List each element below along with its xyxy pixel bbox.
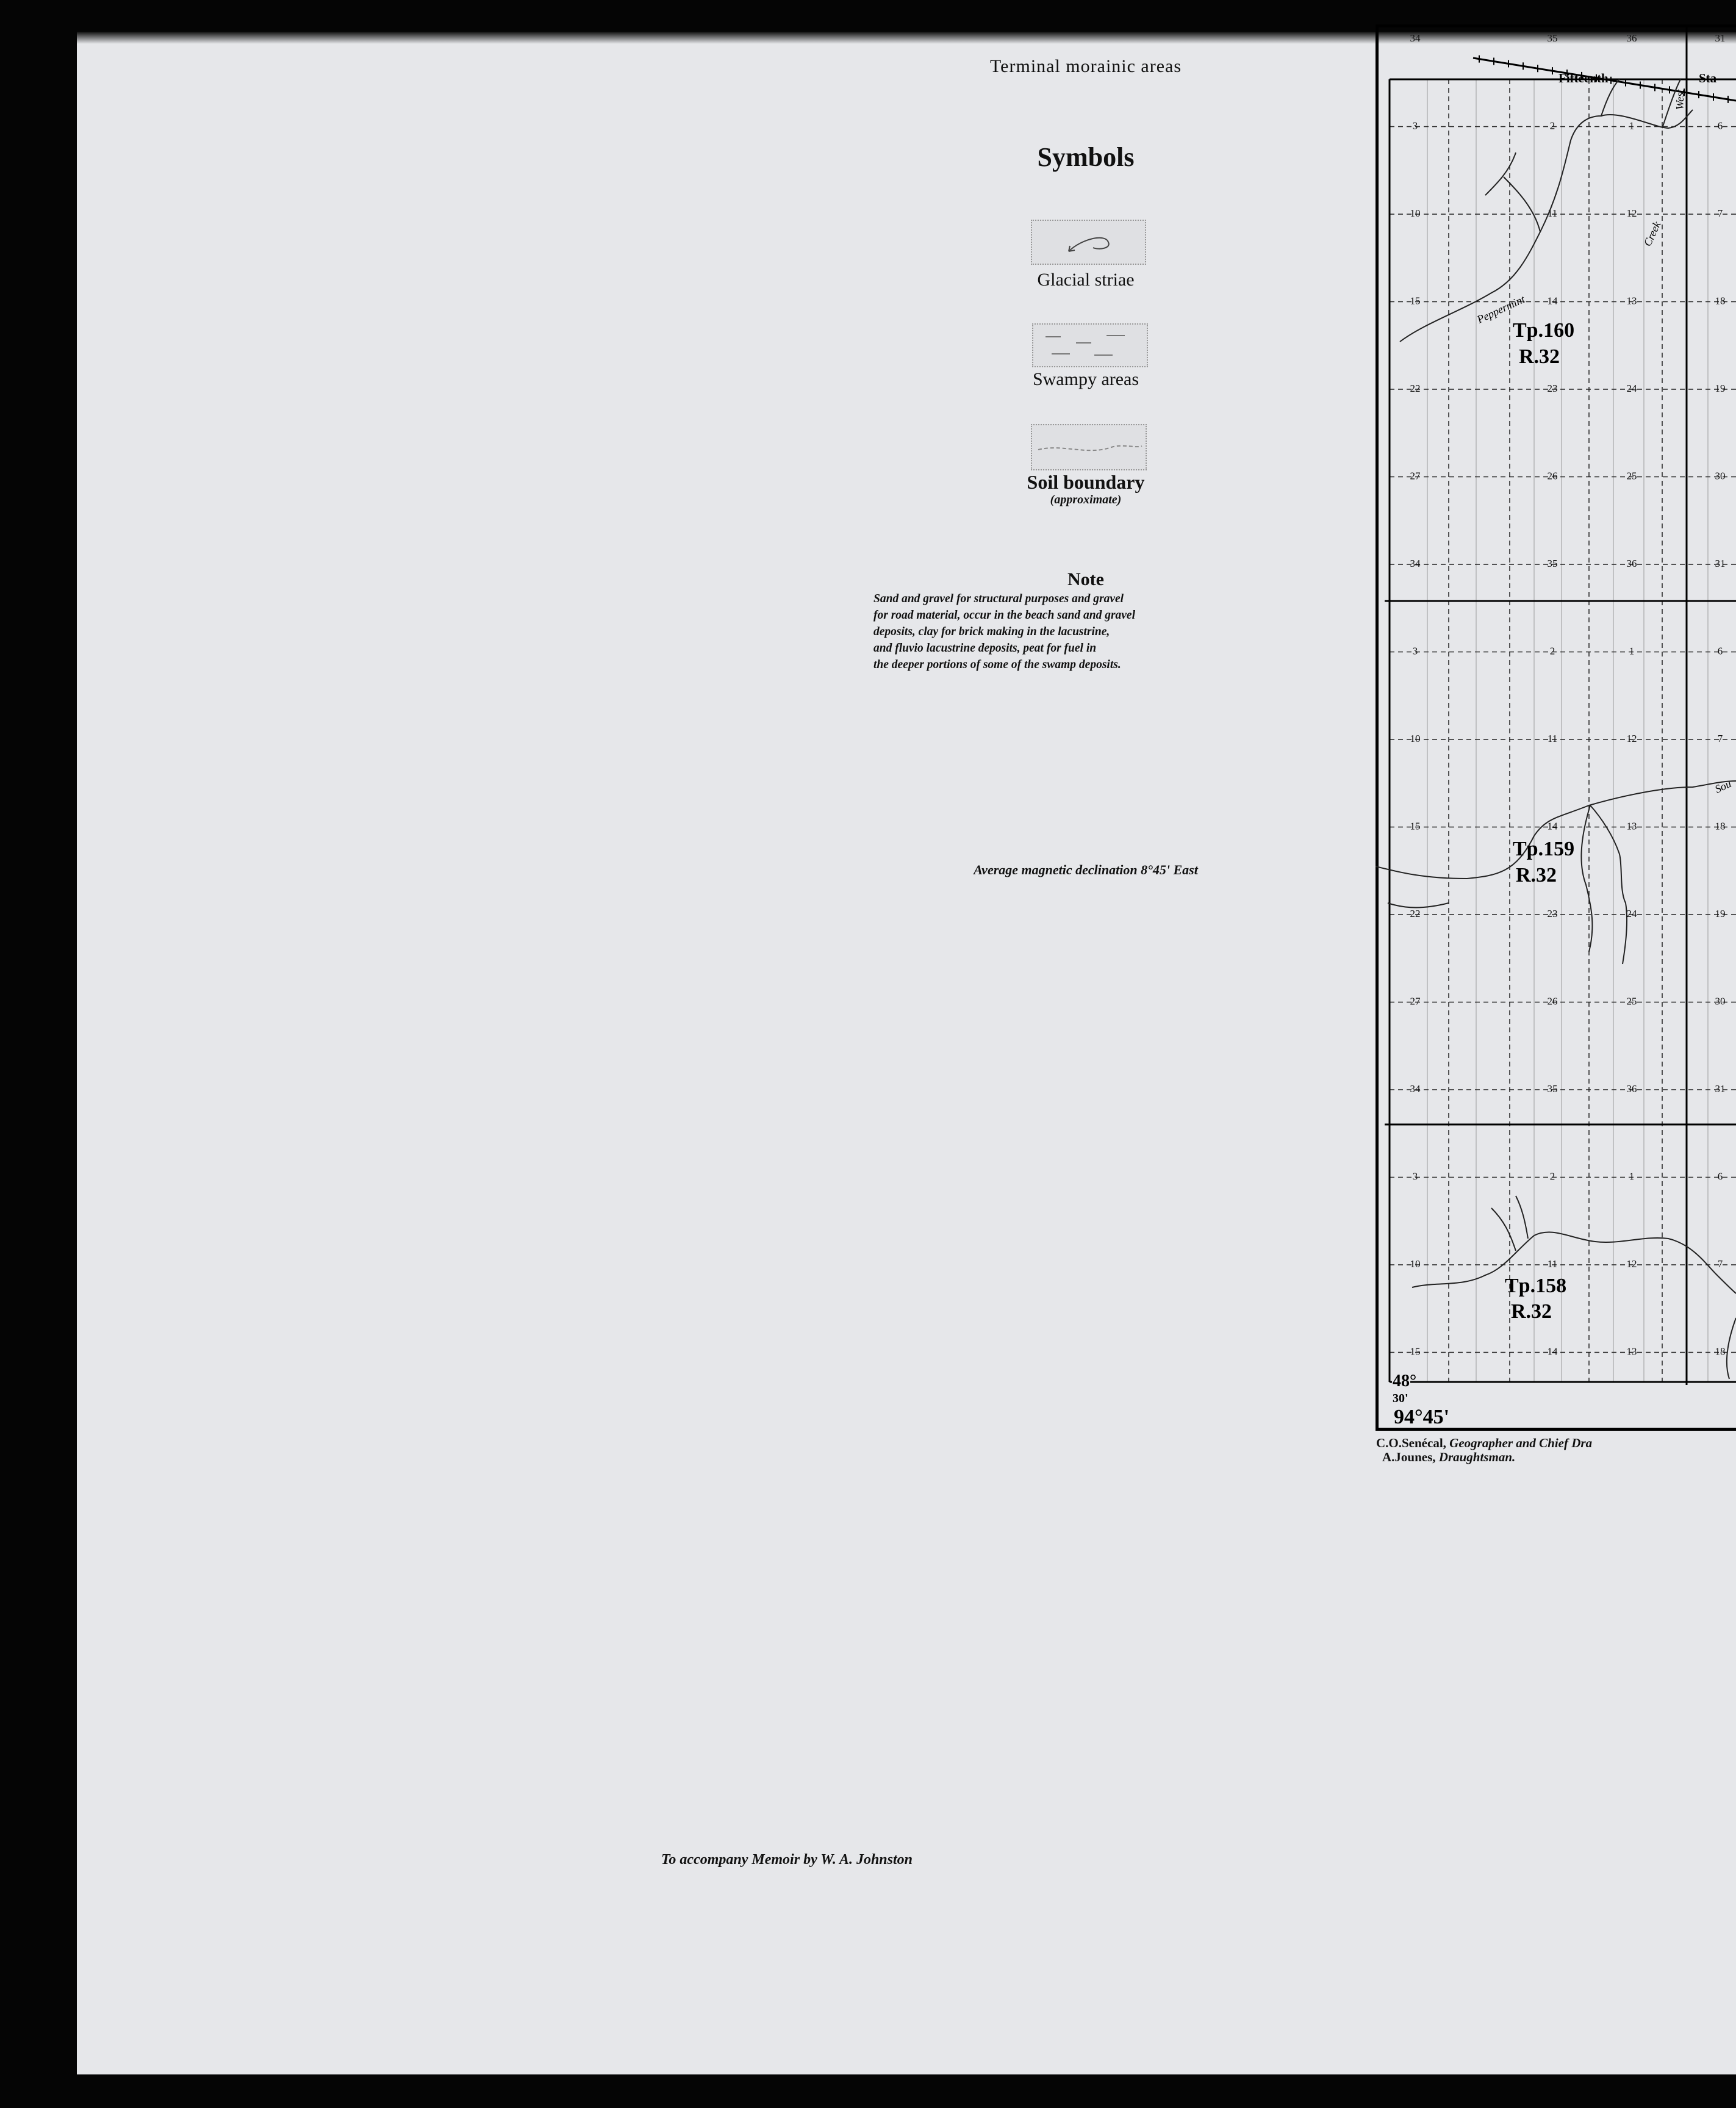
section-number: 19 (1715, 383, 1726, 394)
credit-name: A.Jounes, (1382, 1450, 1436, 1464)
section-number: 25 (1626, 470, 1637, 482)
section-number: 31 (1715, 558, 1726, 569)
longitude-label: 94°45' (1394, 1406, 1450, 1428)
section-number: 22 (1410, 383, 1421, 394)
section-number: 35 (1547, 558, 1558, 569)
section-number: 3 (1412, 645, 1418, 657)
section-number: 11 (1547, 207, 1558, 219)
note-body (873, 591, 1300, 673)
section-number: 36 (1626, 558, 1637, 569)
section-number: 14 (1547, 295, 1558, 307)
credit-draughtsman (1382, 1450, 1515, 1464)
section-number: 30 (1715, 995, 1726, 1007)
creek-label: Creek (1641, 219, 1663, 248)
section-number: 30 (1715, 470, 1726, 482)
section-number: 7 (1717, 733, 1723, 744)
section-number: 26 (1547, 995, 1558, 1007)
section-number: 11 (1547, 1258, 1558, 1270)
section-number: 14 (1547, 1345, 1558, 1358)
section-number: 15 (1410, 820, 1421, 832)
legend-soil-boundary-label: Soil boundary (1027, 471, 1145, 493)
credit-name: C.O.Senécal, (1376, 1436, 1446, 1450)
township-label: Tp.160 (1513, 319, 1575, 342)
legend-terminal-morainic-label: Terminal morainic areas (989, 56, 1182, 76)
section-number: 14 (1547, 820, 1558, 832)
section-number: 24 (1626, 383, 1637, 394)
south-partial-label: Sou (1713, 777, 1734, 796)
section-number: 10 (1410, 1258, 1421, 1270)
legend-symbols-heading: Symbols (1037, 142, 1135, 172)
township-label: Tp.159 (1513, 838, 1575, 860)
glacial-striae-icon (1032, 221, 1145, 264)
swamp-pattern-icon (1033, 325, 1147, 366)
legend-soil-boundary-sublabel: (approximate) (1050, 493, 1122, 506)
section-number: 31 (1715, 32, 1726, 44)
section-number: 7 (1717, 207, 1723, 219)
section-number: 6 (1717, 1170, 1723, 1182)
section-number: 35 (1547, 32, 1558, 44)
section-number: 1 (1629, 120, 1635, 132)
section-number: 36 (1626, 32, 1637, 44)
legend-swampy-areas-label: Swampy areas (1032, 369, 1139, 389)
section-number: 10 (1410, 207, 1421, 219)
section-number: 31 (1715, 1083, 1726, 1095)
section-number: 27 (1410, 995, 1421, 1007)
partial-east-label: Sta (1699, 71, 1717, 85)
soil-boundary-line-icon (1032, 425, 1146, 469)
credit-role: Geographer and Chief Dra (1449, 1436, 1593, 1450)
section-number: 1 (1629, 1170, 1635, 1182)
range-label: R.32 (1511, 1300, 1552, 1323)
section-number: 15 (1410, 295, 1421, 307)
section-number: 13 (1626, 820, 1637, 832)
creeks (1376, 79, 1736, 1379)
note-line: Sand and gravel for structural purposes and gravel (873, 592, 1124, 605)
section-number: 23 (1547, 908, 1558, 919)
section-number: 1 (1629, 645, 1635, 657)
section-number: 2 (1549, 1170, 1555, 1182)
section-number: 12 (1626, 1258, 1637, 1270)
west-vertical-label: West (1674, 89, 1686, 110)
swampy-areas-swatch (1032, 323, 1148, 367)
section-number: 15 (1410, 1345, 1421, 1358)
credit-role: Draughtsman. (1438, 1450, 1516, 1464)
township-label: Tp.158 (1505, 1275, 1567, 1297)
latitude-degree-label: 48° (1393, 1372, 1417, 1390)
section-number: 26 (1547, 470, 1558, 482)
section-number: 2 (1549, 645, 1555, 657)
accompany-memoir-note: To accompany Memoir by W. A. Johnston (661, 1852, 913, 1868)
legend-glacial-striae-label: Glacial striae (1037, 270, 1135, 290)
section-number: 34 (1410, 558, 1421, 569)
section-number: 7 (1717, 1258, 1723, 1270)
section-number: 6 (1717, 645, 1723, 657)
section-number: 11 (1547, 733, 1558, 744)
magnetic-declination-note: Average magnetic declination 8°45' East (974, 862, 1198, 877)
section-number: 23 (1547, 383, 1558, 394)
section-number: 18 (1715, 820, 1726, 832)
section-number: 27 (1410, 470, 1421, 482)
section-number: 35 (1547, 1083, 1558, 1095)
credit-geographer (1376, 1436, 1592, 1450)
range-label: R.32 (1519, 345, 1560, 368)
fifteenth-road-label: Fifteenth (1558, 71, 1609, 85)
section-number: 18 (1715, 295, 1726, 307)
range-label: R.32 (1516, 864, 1557, 887)
section-number: 3 (1412, 1170, 1418, 1182)
note-line: the deeper portions of some of the swamp deposits. (873, 658, 1121, 671)
section-number: 24 (1626, 908, 1637, 919)
township-map (1376, 24, 1736, 1431)
soil-boundary-swatch (1031, 424, 1147, 470)
section-number: 2 (1549, 120, 1555, 132)
section-number: 10 (1410, 733, 1421, 744)
section-number: 13 (1626, 295, 1637, 307)
section-number: 3 (1412, 120, 1418, 132)
note-line: and fluvio lacustrine deposits, peat for fuel in (873, 642, 1097, 655)
section-number: 34 (1410, 32, 1421, 44)
section-number: 34 (1410, 1083, 1421, 1095)
section-number: 13 (1626, 1345, 1637, 1358)
section-number: 19 (1715, 908, 1726, 919)
section-number: 22 (1410, 908, 1421, 919)
glacial-striae-swatch (1031, 220, 1146, 265)
section-number: 18 (1715, 1345, 1726, 1358)
note-line: deposits, clay for brick making in the lacustrine, (873, 625, 1110, 638)
latitude-minute-label: 30' (1393, 1392, 1408, 1405)
section-number: 6 (1717, 120, 1723, 132)
section-number: 25 (1626, 995, 1637, 1007)
peppermint-creek-label: Peppermint (1475, 293, 1527, 326)
section-number: 12 (1626, 207, 1637, 219)
section-number: 12 (1626, 733, 1637, 744)
section-number: 36 (1626, 1083, 1637, 1095)
note-line: for road material, occur in the beach sand and gravel (873, 609, 1136, 622)
note-heading: Note (1067, 569, 1104, 589)
